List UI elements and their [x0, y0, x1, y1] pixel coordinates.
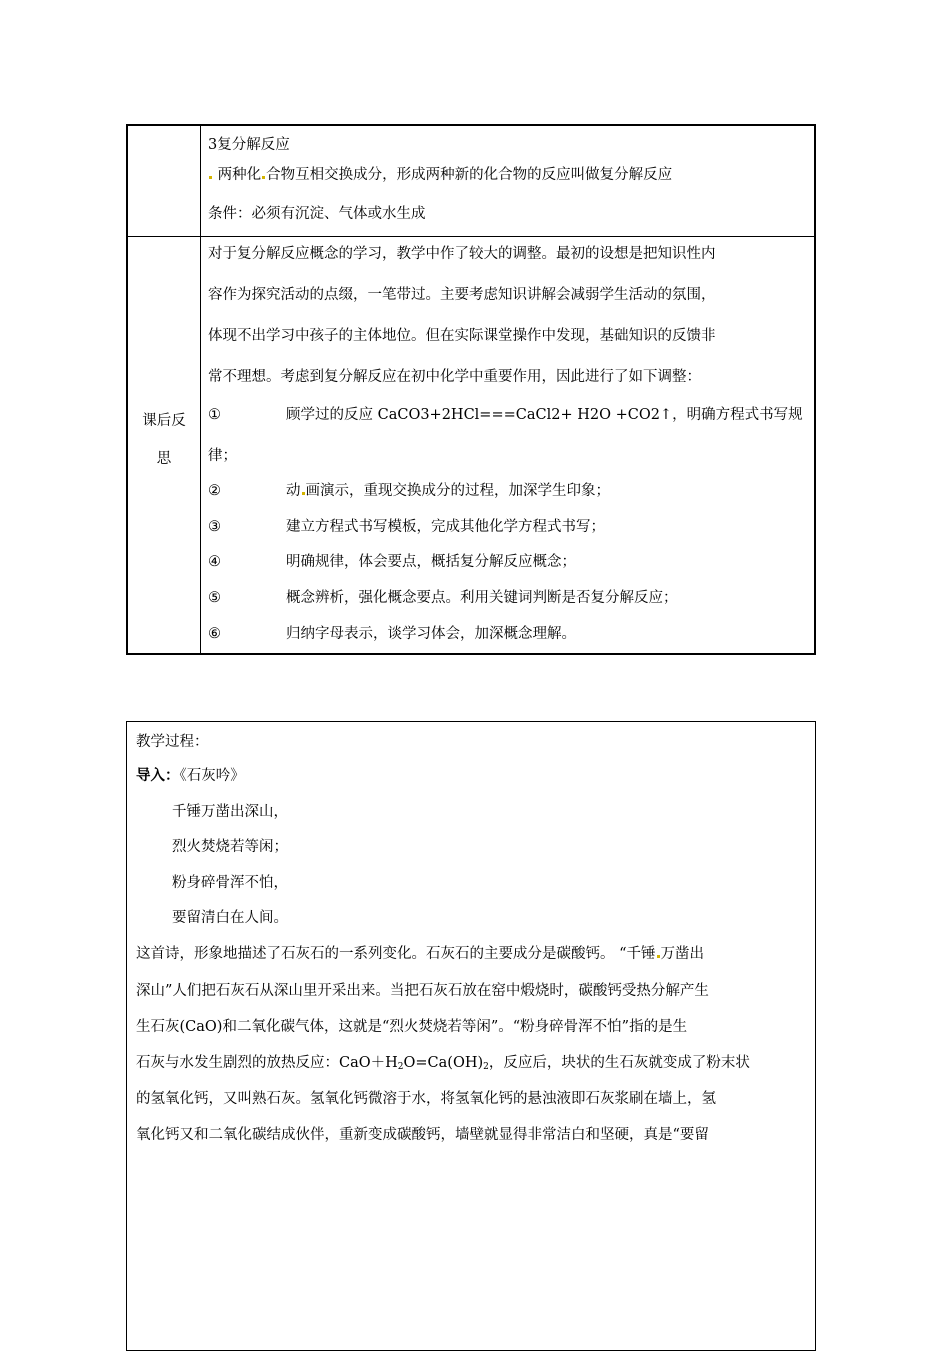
reflection-line: 体现不出学习中孩子的主体地位。但在实际课堂操作中发现，基础知识的反馈非: [208, 328, 716, 344]
condition-text: 条件：必须有沉淀、气体或水生成: [208, 206, 426, 222]
reflection-line: 容作为探究活动的点缀，一笔带过。主要考虑知识讲解会减弱学生活动的氛围，: [208, 287, 716, 303]
teaching-process-box: [126, 721, 816, 1351]
row-divider: [128, 236, 814, 237]
section-title: 3复分解反应: [208, 137, 290, 153]
step-item: ③ 建立方程式书写模板，完成其他化学方程式书写；: [208, 519, 605, 535]
step-item: ① 顾学过的反应 CaCO3+2HCl===CaCl2+ H2O +CO2↑，明确方程式书写规: [208, 407, 803, 423]
intro-line: 导入：《石灰吟》: [136, 767, 245, 784]
mark-dot: [262, 176, 265, 179]
reflection-line: 对于复分解反应概念的学习，教学中作了较大的调整。最初的设想是把知识性内: [208, 246, 716, 262]
paragraph-line: 氧化钙又和二氧化碳结成伙伴，重新变成碳酸钙，墙壁就显得非常洁白和坚硬，真是“要留: [136, 1127, 709, 1143]
poem-line: 粉身碎骨浑不怕，: [172, 875, 288, 891]
paragraph-line: 石灰与水发生剧烈的放热反应：$CaO+H_2O=Ca(OH)_2$，反应后，块状的生石灰就变成了粉末状: [136, 1055, 750, 1072]
process-heading: 教学过程：: [136, 734, 209, 750]
reflection-label: 思: [156, 451, 172, 467]
paragraph-line: 深山”人们把石灰石从深山里开采出来。当把石灰石放在窑中煅烧时，碳酸钙受热分解产生: [136, 983, 709, 999]
mark-dot: [209, 176, 212, 179]
paragraph-line: 生石灰(CaO)和二氧化碳气体，这就是“烈火焚烧若等闲”。“粉身碎骨浑不怕”指的是生: [136, 1019, 688, 1035]
poem-line: 千锤万凿出深山，: [172, 804, 288, 820]
reflection-label: 课后反: [142, 413, 186, 429]
poem-line: 烈火焚烧若等闲；: [172, 839, 288, 855]
step-item: ② 动 画演示，重现交换成分的过程，加深学生印象；: [208, 483, 610, 499]
paragraph-line: 的氢氧化钙，又叫熟石灰。氢氧化钙微溶于水，将氢氧化钙的悬浊液即石灰浆刷在墙上，氢: [136, 1091, 716, 1107]
definition-text: 两种化 合物互相交换成分，形成两种新的化合物的反应叫做复分解反应: [208, 163, 672, 184]
mark-dot: [657, 955, 660, 958]
paragraph-line: 这首诗，形象地描述了石灰石的一系列变化。石灰石的主要成分是碳酸钙。 “千锤 万凿出: [136, 946, 705, 962]
step-item: ⑥ 归纳字母表示，谈学习体会，加深概念理解。: [208, 626, 576, 642]
reflection-table: [126, 124, 816, 655]
column-divider: [200, 126, 201, 653]
mark-dot: [302, 492, 305, 495]
reflection-line: 常不理想。考虑到复分解反应在初中化学中重要作用，因此进行了如下调整：: [208, 369, 701, 385]
step-item: 律；: [208, 448, 237, 464]
step-item: ④ 明确规律，体会要点，概括复分解反应概念；: [208, 554, 576, 570]
step-item: ⑤ 概念辨析，强化概念要点。利用关键词判断是否复分解反应；: [208, 590, 678, 606]
poem-line: 要留清白在人间。: [172, 910, 288, 926]
